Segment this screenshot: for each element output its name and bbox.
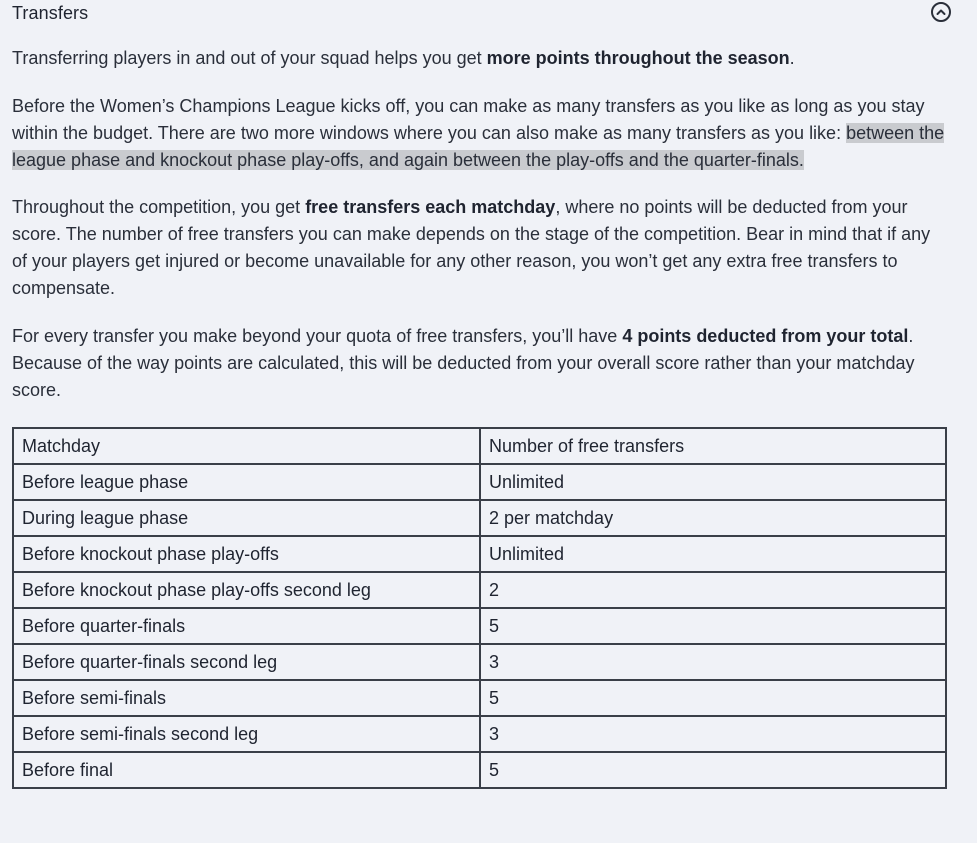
paragraph-text: Before the Women’s Champions League kicks off, you can make as many transfers as you like as long as you stay within the budget. There are two more windows where you can also make as many transfers as you like:: [12, 96, 925, 143]
section-header[interactable]: [12, 0, 947, 26]
table-cell: Unlimited: [480, 464, 946, 500]
table-cell: Before semi-finals: [13, 680, 480, 716]
table-cell: Before knockout phase play-offs second leg: [13, 572, 480, 608]
table-header-row: [13, 428, 946, 464]
table-row: [13, 680, 946, 716]
table-row: [13, 500, 946, 536]
paragraph-bold: more points throughout the season: [486, 48, 790, 68]
table-cell: 2: [480, 572, 946, 608]
table-row: [13, 716, 946, 752]
table-cell: 3: [480, 716, 946, 752]
table-cell: Before quarter-finals second leg: [13, 644, 480, 680]
table-header-cell: Number of free transfers: [480, 428, 946, 464]
paragraph-windows: [12, 93, 947, 174]
section-content: [12, 45, 947, 789]
table-cell: During league phase: [13, 500, 480, 536]
table-cell: 5: [480, 608, 946, 644]
table-row: [13, 536, 946, 572]
paragraph-text: . Because of the way points are calculated, this will be deducted from your overall score rather than your matchday score.: [12, 326, 915, 400]
table-cell: Before semi-finals second leg: [13, 716, 480, 752]
table-cell: Before league phase: [13, 464, 480, 500]
table-cell: Before final: [13, 752, 480, 788]
paragraph-points: [12, 45, 947, 72]
table-cell: Before knockout phase play-offs: [13, 536, 480, 572]
table-cell: Before quarter-finals: [13, 608, 480, 644]
table-row: [13, 464, 946, 500]
paragraph-deductions: [12, 323, 947, 404]
paragraph-bold: free transfers each matchday: [305, 197, 556, 217]
table-cell: 5: [480, 752, 946, 788]
paragraph-free-transfers: [12, 194, 947, 302]
table-cell: Unlimited: [480, 536, 946, 572]
paragraph-text: For every transfer you make beyond your quota of free transfers, you’ll have: [12, 326, 623, 346]
free-transfers-table: [12, 427, 947, 789]
paragraph-text: .: [789, 48, 795, 68]
table-row: [13, 608, 946, 644]
table-row: [13, 572, 946, 608]
paragraph-text: , where no points will be deducted from your score. The number of free transfers you can make depends on the stage of the competition. Bear in mind that if any of your players get injured or become unavailable for any other reason, you won’t get any extra free transfers to compensate.: [12, 197, 931, 298]
paragraph-text: Throughout the competition, you get: [12, 197, 306, 217]
table-cell: 5: [480, 680, 946, 716]
section-title: Transfers: [12, 2, 89, 23]
table-cell: 2 per matchday: [480, 500, 946, 536]
highlighted-text: between the league phase and knockout phase play-offs, and again between the play-offs and the quarter-finals.: [12, 123, 945, 170]
table-row: [13, 644, 946, 680]
chevron-up-circle-icon[interactable]: [931, 2, 951, 22]
paragraph-text: Transferring players in and out of your squad helps you get: [12, 48, 487, 68]
table-row: [13, 752, 946, 788]
table-cell: 3: [480, 644, 946, 680]
table-header-cell: Matchday: [13, 428, 480, 464]
paragraph-bold: 4 points deducted from your total: [622, 326, 909, 346]
